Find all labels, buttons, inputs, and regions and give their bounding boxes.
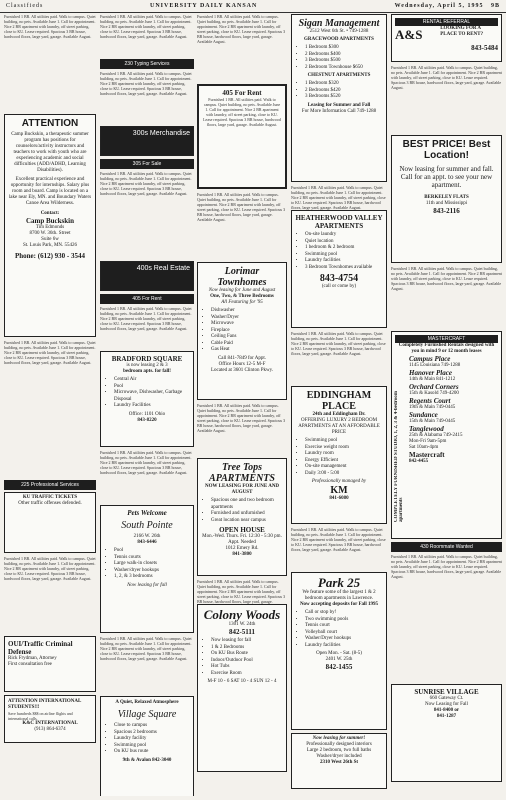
- colony-woods-ad: Colony Woods 1301 W. 24th 842-5111 • Now leasing for fall • 1 & 2 Bedrooms • On KU Bus Route • Indoor/Outdoor Pool • Hot Tubs • Exercise Room M-F 10 - 6 SAT 10 - 4 SUN 12 - 4: [197, 604, 287, 772]
- traffic-ad: KU TRAFFIC TICKETS Other traffic offenses defended.: [4, 492, 96, 553]
- classified-text: Furnished 1 BR. All utilities paid. Walk to campus. Quiet building, no pets. Available June 1. Call for appointment. Nice 2 BR apartment with laundry, off street parking, close to KU. Lease required. Spacious 3 BR house, hardwood floors, large yard, garage. Available August.: [197, 403, 286, 433]
- page-date: Wednesday, April 5, 1995 9B: [394, 3, 500, 9]
- column-4: [291, 14, 387, 796]
- mastercraft-ad: MASTERCRAFT Completely Furnished Rentals designed with you in mind 9 or 12 month leases COMPLETELY FURNISHED STUDIO, 1, 2, 3 & 4-bedroom apartments Campus Place 1145 Louisiana 749-1288 Hanover Place 14th & Main 841-1212 Orchard Corners 15th & Kasold 749-4200 Regents Court 19th & Main 749-0445 Sundance 15th & Main 749-0445 Tanglewood 25th & Alabama 749-2415 Mon-Fri 9am-5pm Sat 10am-4pm Mastercraft 842-4455: [391, 331, 502, 539]
- classified-text: Furnished 1 BR. All utilities paid. Walk to campus. Quiet building, no pets. Available June 1. Call for appointment. Nice 2 BR apartment with laundry, off street parking, close to KU. Lease required. Spacious 3 BR house, hardwood floors, large yard, garage. Available August.: [100, 171, 192, 196]
- section-header-400: 400s Real Estate: [100, 261, 194, 291]
- section-name: Classifieds: [6, 3, 44, 9]
- section-header-230: 230 Typing Services: [100, 59, 194, 69]
- paper-name: UNIVERSITY DAILY KANSAN: [150, 3, 258, 9]
- southpointe-villas-ad: Now leasing for summer! Professionally designed interiors Large 2 bedroom, two full baths Washer/dryer included 2310 West 26th St: [291, 733, 387, 789]
- berkeley-flats-ad: BEST PRICE! Best Location! Now leasing for summer and fall. Call for an appt. to see your new apartment. BERKELEY FLATS 11th and Mississippi 843-2116: [391, 135, 502, 263]
- sigan-management-ad: Sigan Management 2512 West 6th St. • 749-1288 GRACEWOOD APARTMENTS • 1 Bedroom $300 • 2 Bedrooms $400 • 3 Bedrooms $500 • 2 Bedroom Townhouse $650 CHESTNUT APARTMENTS • 1 Bedroom $320 • 2 Bedrooms $420 • 3 Bedrooms $520 Leasing for Summer and Fall For More Information Call 749-1288: [291, 14, 387, 182]
- section-header-405: 405 For Rent: [100, 294, 194, 304]
- classified-text: Furnished 1 BR. All utilities paid. Walk to campus. Quiet building, no pets. Available June 1. Call for appointment. Nice 2 BR apartment with laundry, off street parking, close to KU. Lease required. Spacious 3 BR house, hardwood floors, large yard, garage. Available August.: [100, 71, 192, 96]
- camp-buckskin-ad: ATTENTION Camp Buckskin, a therapeutic summer program has positions for counselors/activity instructors and teachers to work with youth who are experiencing academic and social difficulties (ADD/ADHD, Learning Disabilities). Excellent practical experience and opportunity for internships. Salary plus room and board. Camp is located on a lake near Ely, MN. and Boundary Waters Canoe Area Wilderness. Contact: Camp Buckskin Tim Edmonds 8700 W. 36th. Street Suite 6w St. Louis Park, MN. 55426 Phone: (612) 930 - 3544: [4, 114, 96, 337]
- kc-international-ad: ATTENTION INTERNATIONAL STUDENTS!!! Save hundreds $$$ on airline flights and international calls. K&C INTERNATIONAL (913) 864-6374: [4, 695, 96, 743]
- park-25-ad: Park 25 We feature some of the largest 1 & 2 bedroom apartments in Lawrence. Now accepting deposits for Fall 1995 • Call or stop by! • Two swimming pools • Tennis court • Volleyball court • Washer/Dryer hookups • Laundry facilities Open Mon. - Sat. (8-5) 2401 W. 25th 842-1455: [291, 572, 387, 730]
- rental-referral-ad: RENTAL REFERRAL A&S LOOKING FOR A PLACE TO RENT? 843-5484: [391, 14, 502, 62]
- heatherwood-valley-ad: HEATHERWOOD VALLEY APARTMENTS • On-site laundry • Quiet location • 1 bedroom & 2 bedroom • Swimming pool • Laundry facilities • 3 Bedroom Townhomes available 843-4754 (call or come by): [291, 210, 387, 328]
- classified-text: Furnished 1 BR. All utilities paid. Walk to campus. Quiet building, no pets. Available June 1. Call for appointment. Nice 2 BR apartment with laundry, off street parking, close to KU. Lease required. Spacious 3 BR house, hardwood floors, large yard, garage. Available August.: [391, 554, 502, 579]
- section-header-225: 225 Professional Services: [4, 480, 96, 490]
- page-header: [0, 0, 506, 13]
- column-1: [4, 14, 96, 796]
- column-5: [391, 14, 502, 796]
- classified-text: Furnished 1 BR. All utilities paid. Walk to campus. Quiet building, no pets. Available June 1. Call for appointment. Nice 2 BR apartment with laundry, off street parking, close to KU. Lease required. Spacious 3 BR house, hardwood floors, large yard, garage. Available August.: [100, 14, 192, 39]
- classified-text: Furnished 1 BR. All utilities paid. Walk to campus. Quiet building, no pets. Available June 1. Call for appointment. Nice 2 BR apartment with laundry, off street parking, close to KU. Lease required. Spacious 3 BR house, hardwood floors, large yard, garage.: [197, 579, 286, 604]
- sunrise-village-ad: SUNRISE VILLAGE 660 Gateway Ct. Now Leasing for Fall 841-8400 or 841-1287: [391, 684, 502, 782]
- ad-phone: Phone: (612) 930 - 3544: [15, 252, 85, 260]
- tree-tops-ad: Tree Tops APARTMENTS NOW LEASING FOR JUNE AND AUGUST • Spacious one and two bedroom apartments • Furnished and unfurnished • Great location near campus OPEN HOUSE Mon.-Wed. Thurs. Fri. 12:30 - 5:30 pm. Appt. Needed 1012 Emery Rd. 841-3800: [197, 458, 287, 576]
- ad-title: ATTENTION: [21, 118, 79, 129]
- classified-text: Furnished 1 BR. All utilities paid. Walk to campus. Quiet building, no pets. Available June 1. Call for appointment. Nice 2 BR apartment with laundry, off street parking, close to KU. Lease required. Spacious 3 BR house, hardwood floors, large yard, garage. Available August.: [100, 450, 192, 475]
- classified-text: Furnished 1 BR. All utilities paid. Walk to campus. Quiet building, no pets. Available June 1. Call for appointment. Nice 2 BR apartment with laundry, off street parking, close to KU. Lease required. Spacious 3 BR house, hardwood floors, large yard, garage. Available August.: [4, 556, 96, 581]
- classified-text: Furnished 1 BR. All utilities paid. Walk to campus. Quiet building, no pets. Available June 1. Call for appointment. Nice 2 BR apartment with laundry, off street parking, close to KU. Lease required. Spacious 3 BR house, hardwood floors, large yard, garage. Available August.: [197, 192, 286, 222]
- mastercraft-units: Campus Place 1145 Louisiana 749-1288 Hanover Place 14th & Main 841-1212 Orchard Corners 15th & Kasold 749-4200 Regents Court 19th & Main 749-0445 Sundance 15th & Main 749-0445 Tanglewood 25th & Alabama 749-2415 Mon-Fri 9am-5pm Sat 10am-4pm Mastercraft 842-4455: [409, 355, 463, 464]
- village-square-ad: A Quiet, Relaxed Atmosphere Village Square • Close to campus • Spacious 2 bedrooms • Laundry facility • Swimming pool • On KU bus route 9th & Avalon 842-3040: [100, 696, 194, 796]
- column-3: [197, 14, 287, 796]
- column-2: [100, 14, 194, 796]
- section-header-430: 430 Roommate Wanted: [391, 542, 502, 552]
- oui-ad: OUI/Traffic Criminal Defense Rick Frydman, Attorney First consultation free: [4, 636, 96, 692]
- classified-text: Furnished 1 BR. All utilities paid. Walk to campus. Quiet building, no pets. Available June 1. Call for appointment. Nice 2 BR apartment with laundry, off street parking, close to KU. Lease required. Spacious 3 BR house, hardwood floors, large yard, garage. Available August.: [291, 331, 386, 356]
- section-header-305: 305 For Sale: [100, 159, 194, 169]
- eddingham-place-ad: EDDINGHAM PLACE 24th and Eddingham Dr. OFFERING LUXURY 2 BEDROOM APARTMENTS AT AN AFFORDABLE PRICE • Swimming pool • Exercise weight room • Laundry room • Energy Efficient • On-site management • Daily 3:00 - 5:00 Professionally managed by KM 841-6080: [291, 386, 387, 524]
- classified-text: Furnished 1 BR. All utilities paid. Walk to campus. Quiet building, no pets. Available June 1. Call for appointment. Nice 2 BR apartment with laundry, off street parking, close to KU. Lease required. Spacious 3 BR house, hardwood floors, large yard, garage. Available August.: [391, 65, 502, 90]
- bradford-square-ad: BRADFORD SQUARE is now leasing 2 & 3 bedroom apts. for fall! • Central Air • Pool • Microwave, Dishwasher, Garbage Disposal • Laundry Facilities Office: 1101 Ohio 843-8220: [100, 351, 194, 447]
- get-a-jump-ad: 405 For Rent Furnished 1 BR. All utilities paid. Walk to campus. Quiet building, no pets. Available June 1. Call for appointment. Nice 2 BR apartment with laundry, off street parking, close to KU. Lease required. Spacious 3 BR house, hardwood floors, large yard, garage. Available August.: [197, 84, 287, 189]
- south-pointe-pets-ad: Pets Welcome South Pointe 2166 W. 26th 843-6446 • Pool • Tennis courts • Large walk-in closets • Washer/dryer hookups • 1, 2, & 3 bedrooms Now leasing for fall: [100, 505, 194, 633]
- section-header-300: 300s Merchandise: [100, 126, 194, 156]
- classified-text: Furnished 1 BR. All utilities paid. Walk to campus. Quiet building, no pets. Available June 1. Call for appointment. Nice 2 BR apartment with laundry, off street parking, close to KU. Lease required. Spacious 3 BR house, hardwood floors, large yard, garage. Available August.: [4, 340, 96, 365]
- classified-text: Furnished 1 BR. All utilities paid. Walk to campus. Quiet building, no pets. Available June 1. Call for appointment. Nice 2 BR apartment with laundry, off street parking, close to KU. Lease required. Spacious 3 BR house, hardwood floors, large yard, garage. Available August.: [100, 636, 192, 661]
- lorimar-townhomes-ad: Lorimar Townhomes Now leasing for June and August One, Two, & Three Bedrooms All Featuring for '95 • Dishwasher • Washer/Dryer • Microwave • Fireplace • Ceiling Fans • Cable Paid • Gas Heat Call 841-7849 for Appt. Office Hours 12-5 M-F Located at 3601 Clinton Pkwy.: [197, 262, 287, 400]
- classified-text: Furnished 1 BR. All utilities paid. Walk to campus. Quiet building, no pets. Available June 1. Call for appointment. Nice 2 BR apartment with laundry, off street parking, close to KU. Lease required. Spacious 3 BR house, hardwood floors, large yard, garage. Available August.: [291, 527, 386, 552]
- classified-text: Furnished 1 BR. All utilities paid. Walk to campus. Quiet building, no pets. Available June 1. Call for appointment. Nice 2 BR apartment with laundry, off street parking, close to KU. Lease required. Spacious 3 BR house, hardwood floors, large yard, garage. Available August.: [391, 266, 502, 291]
- classified-text: Furnished 1 BR. All utilities paid. Walk to campus. Quiet building, no pets. Available June 1. Call for appointment. Nice 2 BR apartment with laundry, off street parking, close to KU. Lease required. Spacious 3 BR house, hardwood floors, large yard, garage. Available August.: [100, 306, 192, 331]
- classified-text: Furnished 1 BR. All utilities paid. Walk to campus. Quiet building, no pets. Available June 1. Call for appointment. Nice 2 BR apartment with laundry, off street parking, close to KU. Lease required. Spacious 3 BR house, hardwood floors, large yard, garage. Available August.: [197, 14, 286, 44]
- classified-text: Furnished 1 BR. All utilities paid. Walk to campus. Quiet building, no pets. Available June 1. Call for appointment. Nice 2 BR apartment with laundry, off street parking, close to KU. Lease required. Spacious 3 BR house, hardwood floors, large yard, garage. Available August.: [4, 14, 96, 39]
- classified-text: Furnished 1 BR. All utilities paid. Walk to campus. Quiet building, no pets. Available June 1. Call for appointment. Nice 2 BR apartment with laundry, off street parking, close to KU. Lease required. Spacious 3 BR house, hardwood floors, large yard, garage. Available August.: [291, 185, 386, 210]
